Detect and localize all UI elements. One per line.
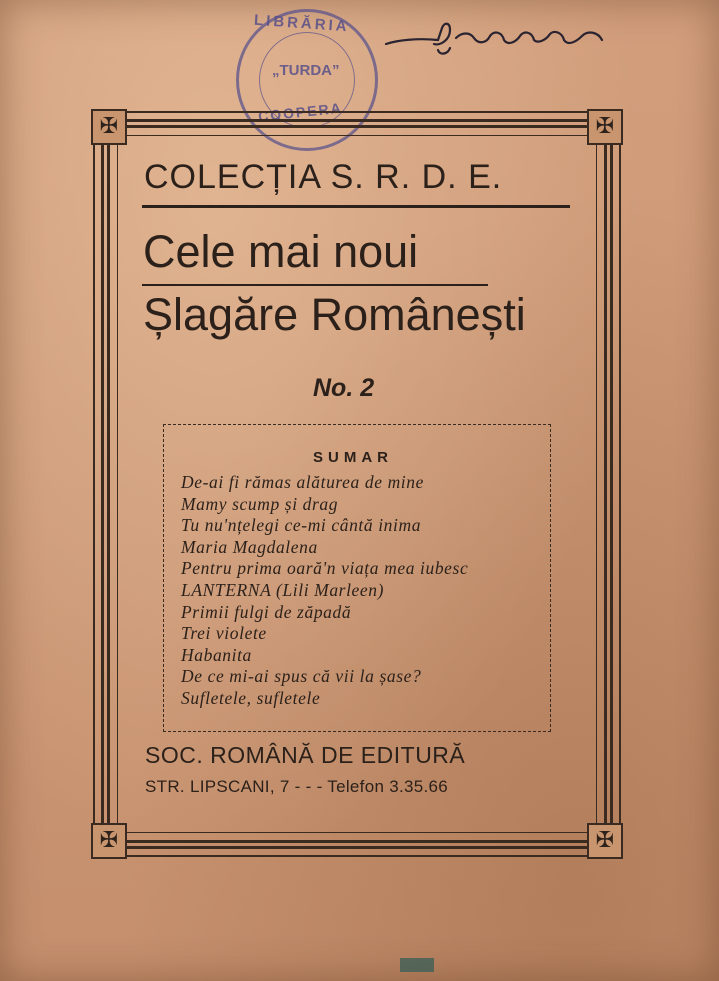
stamp-top-text: LIBRĂRIA	[253, 11, 351, 36]
song-list	[181, 472, 468, 710]
list-item: Trei violete	[181, 623, 267, 644]
publisher-address: STR. LIPSCANI, 7 - - - Telefon 3.35.66	[145, 777, 449, 796]
cross-ornament-icon: ✠	[587, 109, 623, 145]
list-item: Primii fulgi de zăpadă	[181, 601, 352, 622]
cross-ornament-icon: ✠	[587, 823, 623, 859]
publisher-name: SOC. ROMÂNĂ DE EDITURĂ	[145, 742, 466, 768]
summary-heading: SUMAR	[313, 449, 393, 466]
tape-mark	[400, 958, 434, 972]
stamp-bottom-text: COOPERA	[257, 99, 344, 125]
list-item: LANTERNA (Lili Marleen)	[181, 579, 385, 600]
stamp-center-text: „TURDA”	[272, 62, 340, 79]
list-item: Sufletele, sufletele	[181, 687, 321, 708]
title-line-1: Cele mai noui	[143, 226, 419, 277]
list-item: De ce mi-ai spus că vii la șase?	[181, 666, 422, 687]
issue-number: No. 2	[313, 374, 375, 402]
handwritten-signature	[378, 10, 638, 60]
collection-name: COLECȚIA S. R. D. E.	[144, 158, 503, 196]
list-item: Tu nu'nțelegi ce-mi cântă inima	[181, 515, 422, 536]
list-item: Habanita	[181, 644, 252, 665]
list-item: De-ai fi rămas alăturea de mine	[181, 472, 424, 492]
list-item: Maria Magdalena	[181, 536, 318, 557]
cross-ornament-icon: ✠	[91, 823, 127, 859]
list-item: Mamy scump și drag	[181, 493, 339, 514]
title-line-2: Șlagăre Românești	[143, 289, 526, 340]
divider-line	[142, 205, 570, 208]
cross-ornament-icon: ✠	[91, 109, 127, 145]
divider-line	[142, 284, 488, 286]
list-item: Pentru prima oară'n viața mea iubesc	[181, 558, 469, 579]
